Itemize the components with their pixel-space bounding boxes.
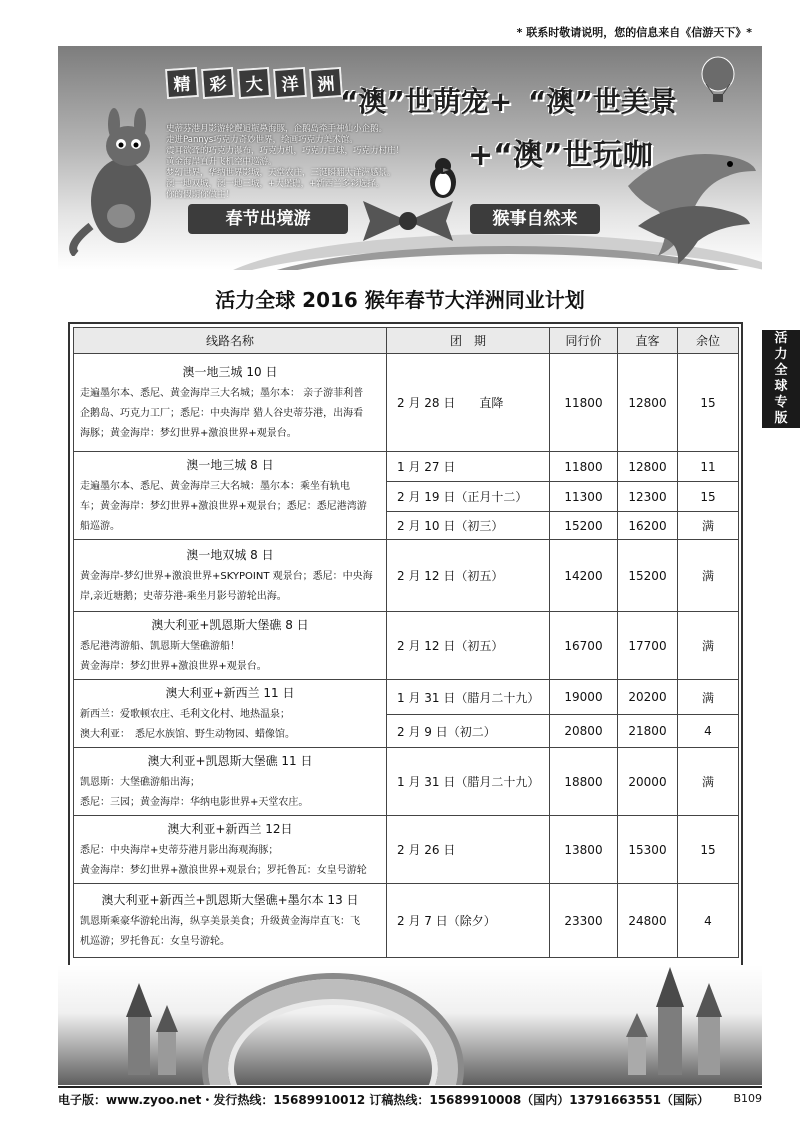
- seats-left: 满: [678, 680, 739, 715]
- route-description-line: 凯恩斯：大堡礁游船出海；: [80, 777, 200, 788]
- route-cell: [74, 540, 387, 612]
- route-name: 澳大利亚+新西兰 12日: [167, 822, 293, 836]
- direct-price: 12800: [618, 354, 678, 452]
- direct-price: 17700: [618, 612, 678, 680]
- route-description-line: 车；黄金海岸：梦幻世界+激浪世界+观景台；悉尼：悉尼港湾游: [80, 501, 367, 512]
- route-description: [80, 384, 380, 444]
- seats-left: 满: [678, 540, 739, 612]
- banner-slogan: “澳”世萌宠+: [340, 85, 513, 118]
- kangaroo-icon: [66, 106, 166, 256]
- banner-title: [166, 68, 342, 98]
- page-title: 活力全球 2016 猴年春节大洋洲同业计划: [215, 288, 585, 312]
- dolphin-icon: [618, 116, 758, 266]
- peer-price: 23300: [550, 884, 618, 958]
- seats-left: 满: [678, 748, 739, 816]
- banner-copy-line: 震耳欲聋的巧克力瀑布，巧克力机，巧克力巨球，巧克力村庄！: [166, 146, 405, 156]
- banner-copy-line: 梦幻世界，华纳世界影城，天堂农庄，三涎瞬翻大洋洲感景。: [166, 168, 396, 178]
- route-description: [80, 567, 380, 607]
- departure-date: 2 月 26 日: [387, 816, 550, 884]
- direct-price: 15300: [618, 816, 678, 884]
- section-tab-char: 力: [774, 347, 788, 362]
- ribbon-label: 春节出境游: [188, 204, 348, 234]
- departure-date: 2 月 9 日（初二）: [387, 715, 550, 748]
- table-header-row: [74, 328, 739, 354]
- banner-copy-line: 走进Pannys巧克力奇妙世界，绘画巧克力美术馆。: [166, 135, 358, 145]
- seats-left: 15: [678, 354, 739, 452]
- route-description-line: 悉尼：中央海岸+史蒂芬港月影出海观海豚；: [80, 845, 279, 856]
- route-description-line: 黄金海岸：梦幻世界+激浪世界+观景台。: [80, 661, 267, 672]
- rainbow-icon: [208, 979, 458, 1085]
- route-cell: [74, 612, 387, 680]
- peer-price: 11800: [550, 452, 618, 482]
- route-description-line: 新西兰：爱歌顿农庄、毛利文化村、地热温泉；: [80, 709, 290, 720]
- route-description-line: 岸,亲近塘鹅；史蒂芬港-乘坐月影号游轮出海。: [80, 591, 287, 602]
- header-note: * 联系时敬请说明，您的信息来自《信游天下》*: [516, 26, 752, 39]
- seats-left: 满: [678, 612, 739, 680]
- direct-price: 12300: [618, 482, 678, 512]
- page-number: B109: [733, 1092, 762, 1105]
- route-description-line: 走遍墨尔本、悉尼、黄金海岸三大名城；墨尔本： 亲子游菲利普: [80, 388, 364, 399]
- column-header: 团 期: [387, 328, 550, 354]
- peer-price: 18800: [550, 748, 618, 816]
- banner-copy-line: 史蒂芬港月影游轮邂逅瓶鼻海豚，企鹅岛牵手神仙小企鹅。: [166, 124, 388, 134]
- departure-date: 2 月 12 日（初五）: [387, 540, 550, 612]
- column-header: 余位: [678, 328, 739, 354]
- route-description-line: 走遍墨尔本、悉尼、黄金海岸三大名城：墨尔本：乘坐有轨电: [80, 481, 350, 492]
- section-tab-char: 版: [774, 411, 788, 426]
- route-description-line: 黄金海岸-梦幻世界+激浪世界+SKYPOINT 观景台；悉尼：中央海: [80, 571, 373, 582]
- section-tab-char: 活: [774, 331, 788, 346]
- seats-left: 4: [678, 715, 739, 748]
- seats-left: 4: [678, 884, 739, 958]
- banner-slogan: +“澳”世玩咖: [468, 138, 653, 173]
- peer-price: 13800: [550, 816, 618, 884]
- route-description: [80, 637, 380, 677]
- route-description: [80, 477, 380, 537]
- route-description-line: 悉尼港湾游船、凯恩斯大堡礁游船！: [80, 641, 240, 652]
- bow-icon: [358, 196, 458, 246]
- peer-price: 19000: [550, 680, 618, 715]
- route-description-line: 凯恩斯乘豪华游轮出海，纵享美景美食；升级黄金海岸直飞：飞: [80, 916, 360, 927]
- direct-price: 21800: [618, 715, 678, 748]
- section-tab-char: 全: [774, 363, 788, 378]
- peer-price: 11800: [550, 354, 618, 452]
- route-description: [80, 912, 380, 952]
- departure-date: 2 月 10 日（初三）: [387, 512, 550, 540]
- route-cell: [74, 748, 387, 816]
- footer-illustration: [58, 965, 762, 1085]
- title-char: 大: [237, 67, 271, 99]
- route-name: 澳大利亚+新西兰+凯恩斯大堡礁+墨尔本 13 日: [101, 893, 359, 907]
- route-description: [80, 773, 380, 813]
- table-row: [74, 452, 739, 482]
- seats-left: 15: [678, 482, 739, 512]
- table-row: [74, 612, 739, 680]
- route-description-line: 企鹅岛、巧克力工厂；悉尼：中央海岸 猎人谷史蒂芬港，出海看: [80, 408, 364, 419]
- route-description: [80, 705, 380, 745]
- departure-date: 1 月 31 日（腊月二十九）: [387, 680, 550, 715]
- castle-icon: [98, 975, 208, 1075]
- title-char: 精: [165, 67, 199, 99]
- table-row: [74, 540, 739, 612]
- route-name: 澳大利亚+凯恩斯大堡礁 8 日: [151, 618, 309, 632]
- departure-date: 2 月 7 日（除夕）: [387, 884, 550, 958]
- peer-price: 15200: [550, 512, 618, 540]
- banner-copy-line: 你的假期你做主！: [166, 190, 235, 200]
- peer-price: 20800: [550, 715, 618, 748]
- banner-copy: [166, 124, 416, 201]
- route-description-line: 悉尼：三园；黄金海岸：华纳电影世界+天堂农庄。: [80, 797, 309, 808]
- direct-price: 20200: [618, 680, 678, 715]
- route-name: 澳一地双城 8 日: [186, 548, 274, 562]
- route-description: [80, 841, 380, 881]
- table-row: [74, 816, 739, 884]
- direct-price: 20000: [618, 748, 678, 816]
- route-description-line: 澳大利亚： 悉尼水族馆、野生动物园、蜡像馆。: [80, 729, 295, 740]
- table-row: [74, 748, 739, 816]
- section-tab: [762, 330, 800, 428]
- seats-left: 11: [678, 452, 739, 482]
- route-name: 澳大利亚+新西兰 11 日: [165, 686, 295, 700]
- title-char: 洋: [273, 67, 307, 99]
- seats-left: 满: [678, 512, 739, 540]
- route-name: 澳大利亚+凯恩斯大堡礁 11 日: [147, 754, 313, 768]
- footer-divider: [58, 1086, 762, 1088]
- peer-price: 16700: [550, 612, 618, 680]
- title-char: 洲: [309, 67, 343, 99]
- castle-icon: [618, 965, 758, 1075]
- departure-date: 1 月 27 日: [387, 452, 550, 482]
- route-cell: [74, 452, 387, 540]
- table-row: [74, 680, 739, 715]
- itinerary-table: [73, 327, 739, 958]
- route-description-line: 机巡游；罗托鲁瓦：女皇号游轮。: [80, 936, 230, 947]
- direct-price: 15200: [618, 540, 678, 612]
- route-cell: [74, 680, 387, 748]
- promo-banner: [58, 46, 762, 270]
- column-header: 同行价: [550, 328, 618, 354]
- balloon-icon: [698, 56, 738, 106]
- route-cell: [74, 354, 387, 452]
- table-row: [74, 354, 739, 452]
- departure-date: 2 月 19 日（正月十二）: [387, 482, 550, 512]
- column-header: 线路名称: [74, 328, 387, 354]
- departure-date: 2 月 28 日 直降: [387, 354, 550, 452]
- route-name: 澳一地三城 8 日: [186, 458, 274, 472]
- direct-price: 24800: [618, 884, 678, 958]
- penguin-icon: [423, 156, 463, 200]
- footer-contact: 电子版：www.zyoo.net・发行热线：15689910012 订稿热线：15689910008（国内）13791663551（国际）: [58, 1093, 710, 1107]
- banner-copy-line: 澳一地双城，澳一地三城，+大堡礁，+新西兰多彩选择。: [166, 179, 385, 189]
- seats-left: 15: [678, 816, 739, 884]
- direct-price: 16200: [618, 512, 678, 540]
- peer-price: 14200: [550, 540, 618, 612]
- table-row: [74, 884, 739, 958]
- section-tab-char: 专: [774, 395, 788, 410]
- banner-slogan: “澳”世美景: [528, 85, 677, 118]
- route-description-line: 黄金海岸：梦幻世界+激浪世界+观景台；罗托鲁瓦：女皇号游轮: [80, 865, 367, 876]
- departure-date: 1 月 31 日（腊月二十九）: [387, 748, 550, 816]
- column-header: 直客: [618, 328, 678, 354]
- ribbon-label: 猴事自然来: [470, 204, 600, 234]
- route-description-line: 船巡游。: [80, 521, 120, 532]
- section-tab-char: 球: [774, 379, 788, 394]
- banner-copy-line: 黄金海岸直升飞机空中巡游。: [166, 157, 277, 167]
- route-name: 澳一地三城 10 日: [182, 365, 278, 379]
- title-char: 彩: [201, 67, 235, 99]
- route-cell: [74, 884, 387, 958]
- peer-price: 11300: [550, 482, 618, 512]
- direct-price: 12800: [618, 452, 678, 482]
- route-description-line: 海豚；黄金海岸：梦幻世界+激浪世界+观景台。: [80, 428, 297, 439]
- route-cell: [74, 816, 387, 884]
- departure-date: 2 月 12 日（初五）: [387, 612, 550, 680]
